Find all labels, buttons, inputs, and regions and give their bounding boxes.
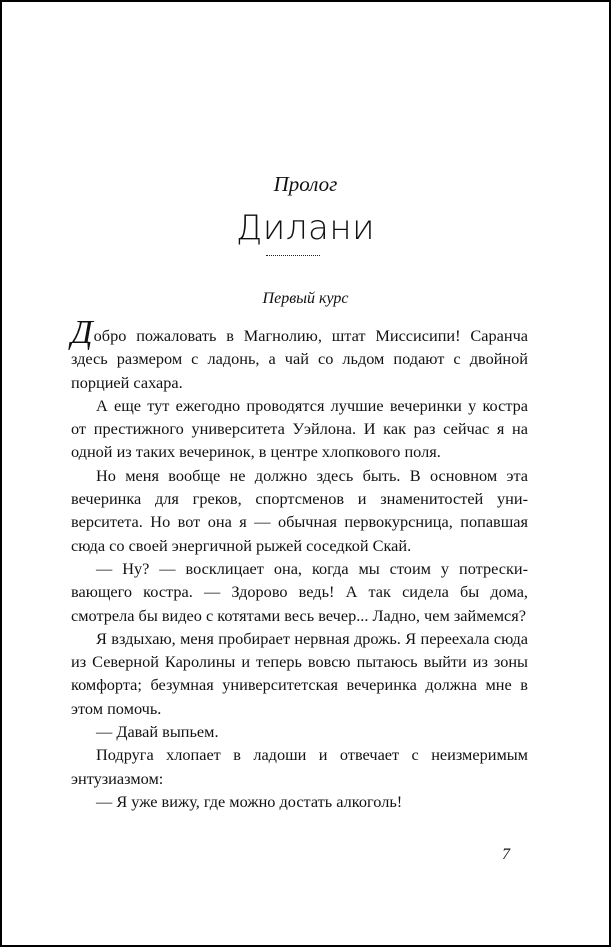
paragraph	[71, 314, 528, 394]
paragraph: Я вздыхаю, меня пробирает нервная дрожь. Я переехала сюда из Северной Каролины и теперь вовсю пытаюсь выйти из зоны комфорта; безумная университетская вечеринка должна мне в этом помочь.	[71, 628, 528, 718]
section-title: Первый курс	[262, 290, 349, 307]
page-number: 7	[502, 846, 510, 863]
chapter-title: Дилани	[236, 208, 375, 248]
paragraph: А еще тут ежегодно проводятся лучшие вечеринки у костра от престижного университета Уэйлона. И как раз сейчас я на одной из таких вечеринок, в центре хлопкового поля.	[71, 395, 528, 462]
chapter-divider	[266, 255, 320, 256]
paragraph: — Я уже вижу, где можно достать алкоголь!	[96, 791, 403, 811]
paragraph: — Давай выпьем.	[96, 722, 219, 742]
part-heading: Пролог	[273, 172, 338, 196]
drop-cap: Д	[71, 314, 93, 351]
paragraph: Подруга хлопает в ладоши и отвечает с неизмеримым энтузиазмом:	[71, 745, 528, 788]
body-text	[71, 314, 528, 813]
paragraph-text: обро пожаловать в Магнолию, штат Миссисипи! Саранча здесь размером с ладонь, а чай со льдом подают с двойной порцией сахара.	[71, 326, 528, 392]
paragraph: — Ну? — восклицает она, когда мы стоим у потрескивающего костра. — Здорово ведь! А так сидела бы дома, смотрела бы видео с котятами весь вечер... Ладно, чем займемся?	[71, 558, 528, 625]
paragraph: Но меня вообще не должно здесь быть. В основном эта вечеринка для греков, спортсменов и знаменитостей университета. Но вот она я — обычная первокурсница, попавшая сюда со своей энергичной рыжей соседкой Скай.	[71, 465, 528, 555]
